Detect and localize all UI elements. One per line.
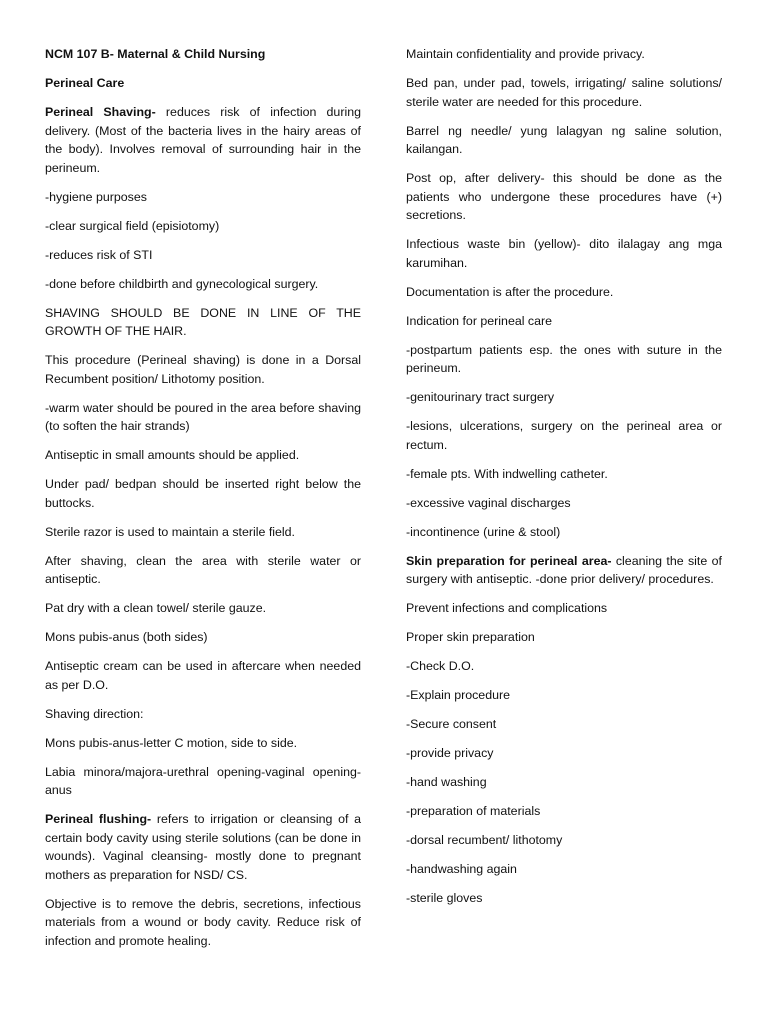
section-title: Perineal Care: [45, 76, 125, 90]
paragraph: Pat dry with a clean towel/ sterile gauze.: [45, 601, 267, 615]
paragraph: Bed pan, under pad, towels, irrigating/ saline solutions/ sterile water are needed for this procedure.: [406, 76, 722, 109]
paragraph: Objective is to remove the debris, secretions, infectious materials from a wound or body cavity. Reduce risk of infection and promote healing.: [45, 896, 361, 948]
skin-preparation-term: Skin preparation for perineal area-: [406, 553, 612, 568]
shaving-note: SHAVING SHOULD BE DONE IN LINE OF THE GROWTH OF THE HAIR.: [45, 305, 361, 338]
list-item: -clear surgical field (episiotomy): [45, 218, 220, 233]
list-item: -Explain procedure: [406, 688, 511, 702]
skin-preparation-paragraph: Skin preparation for perineal area- cleaning the site of surgery with antiseptic. -done prior delivery/ procedures.: [406, 553, 722, 586]
list-item: -postpartum patients esp. the ones with suture in the perineum.: [406, 342, 722, 375]
paragraph: Labia minora/majora-urethral opening-vaginal opening-anus: [45, 764, 361, 797]
paragraph: Infectious waste bin (yellow)- dito ilalagay ang mga karumihan.: [406, 237, 722, 270]
list-item: -lesions, ulcerations, surgery on the perineal area or rectum.: [406, 419, 722, 452]
paragraph: Mons pubis-anus (both sides): [45, 630, 208, 644]
list-item: -hygiene purposes: [45, 189, 147, 204]
list-item: -Secure consent: [406, 717, 497, 731]
paragraph: Indication for perineal care: [406, 313, 553, 328]
perineal-shaving-term: Perineal Shaving-: [45, 105, 156, 119]
paragraph: Post op, after delivery- this should be done as the patients who undergone these procedures have (+) secretions.: [406, 171, 722, 222]
paragraph: Shaving direction:: [45, 706, 144, 721]
paragraph: Documentation is after the procedure.: [406, 284, 614, 299]
list-item: -dorsal recumbent/ lithotomy: [406, 833, 563, 847]
paragraph: Sterile razor is used to maintain a sterile field.: [45, 524, 295, 539]
list-item: -female pts. With indwelling catheter.: [406, 466, 608, 481]
paragraph: Proper skin preparation: [406, 630, 535, 644]
list-item: -reduces risk of STI: [45, 247, 153, 262]
list-item: -sterile gloves: [406, 891, 483, 905]
paragraph: Barrel ng needle/ yung lalagyan ng saline solution, kailangan.: [406, 123, 722, 156]
course-title: NCM 107 B- Maternal & Child Nursing: [45, 47, 266, 61]
list-item: -hand washing: [406, 775, 487, 789]
paragraph: Under pad/ bedpan should be inserted right below the buttocks.: [45, 477, 361, 510]
perineal-flushing-paragraph: Perineal flushing- refers to irrigation or cleansing of a certain body cavity using sterile solutions (can be done in wounds). Vaginal cleansing- mostly done to pregnant mothers as preparation for NSD/ CS.: [45, 812, 361, 882]
list-item: -preparation of materials: [406, 804, 541, 818]
list-item: -provide privacy: [406, 746, 494, 760]
list-item: -excessive vaginal discharges: [406, 495, 571, 510]
paragraph: Mons pubis-anus-letter C motion, side to side.: [45, 735, 298, 750]
paragraph: Maintain confidentiality and provide privacy.: [406, 47, 645, 61]
list-item: -genitourinary tract surgery: [406, 390, 555, 404]
paragraph: Prevent infections and complications: [406, 601, 608, 615]
list-item: -handwashing again: [406, 862, 517, 876]
left-column: [45, 45, 361, 961]
paragraph: -warm water should be poured in the area before shaving (to soften the hair strands): [45, 400, 361, 433]
list-item: -done before childbirth and gynecological surgery.: [45, 276, 319, 291]
paragraph: Antiseptic cream can be used in aftercare when needed as per D.O.: [45, 659, 361, 692]
paragraph: Antiseptic in small amounts should be applied.: [45, 448, 300, 462]
list-item: -incontinence (urine & stool): [406, 524, 561, 539]
right-column: [406, 45, 722, 918]
paragraph: This procedure (Perineal shaving) is done in a Dorsal Recumbent position/ Lithotomy position.: [45, 353, 361, 386]
paragraph: After shaving, clean the area with sterile water or antiseptic.: [45, 553, 361, 586]
perineal-shaving-paragraph: Perineal Shaving- reduces risk of infection during delivery. (Most of the bacteria lives in the hairy areas of the body). Involves removal of surrounding hair in the perineum.: [45, 105, 361, 175]
perineal-flushing-term: Perineal flushing-: [45, 812, 152, 826]
list-item: -Check D.O.: [406, 659, 475, 673]
